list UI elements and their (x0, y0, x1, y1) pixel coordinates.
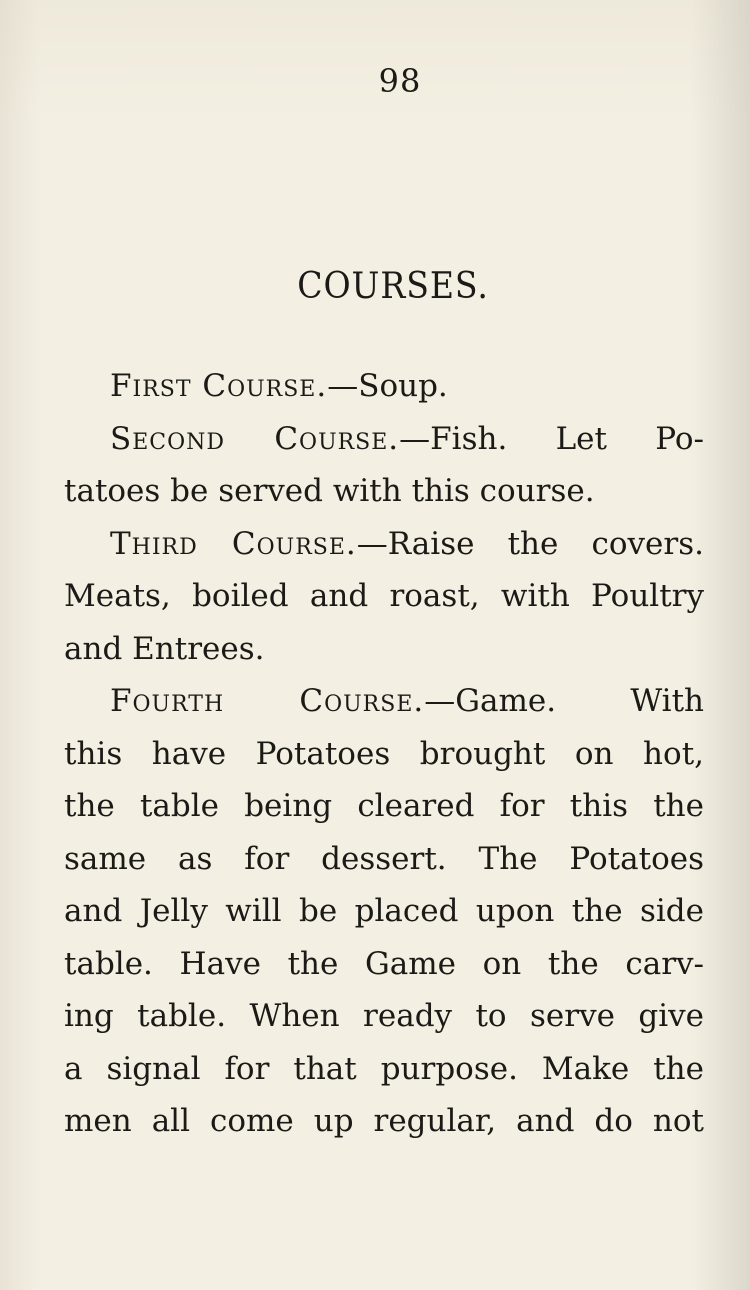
line-text: —Fish. Let Po- (399, 420, 704, 457)
page-number: 98 (378, 62, 422, 100)
text-line (64, 990, 704, 1043)
course-label: Third Course. (110, 525, 357, 562)
line-text: the table being cleared for this the (64, 788, 704, 824)
line-text: a signal for that purpose. Make the (64, 1050, 704, 1087)
course-label: First Course. (110, 368, 328, 404)
text-line (64, 833, 704, 886)
text-line (64, 1095, 704, 1148)
course-label: Fourth Course. (110, 683, 425, 719)
course-label: Second Course. (110, 420, 400, 457)
page-heading: COURSES. (297, 266, 489, 307)
line-text: table. Have the Game on the carv- (64, 945, 704, 982)
line-text: ing table. When ready to serve give (64, 998, 704, 1034)
text-line (64, 780, 704, 833)
text-line (64, 675, 704, 728)
line-text: and Jelly will be placed upon the side (64, 893, 704, 929)
line-text: Meats, boiled and roast, with Poultry (64, 578, 704, 614)
text-line (64, 623, 704, 676)
text-line (64, 518, 704, 571)
body-text (64, 360, 704, 1148)
text-line (64, 1043, 704, 1096)
text-line (64, 728, 704, 781)
line-text: —Game. With (424, 683, 704, 719)
text-line (64, 413, 704, 466)
line-text: —Soup. (327, 368, 448, 404)
text-line (64, 570, 704, 623)
line-text: men all come up regular, and do not (64, 1103, 704, 1139)
line-text: this have Potatoes brought on hot, (64, 735, 704, 772)
text-line (64, 465, 704, 518)
line-text: tatoes be served with this course. (64, 473, 595, 509)
text-line (64, 885, 704, 938)
line-text: —Raise the covers. (356, 525, 704, 562)
text-line (64, 938, 704, 991)
line-text: and Entrees. (64, 630, 265, 667)
line-text: same as for dessert. The Potatoes (64, 840, 704, 877)
text-line (64, 360, 704, 413)
